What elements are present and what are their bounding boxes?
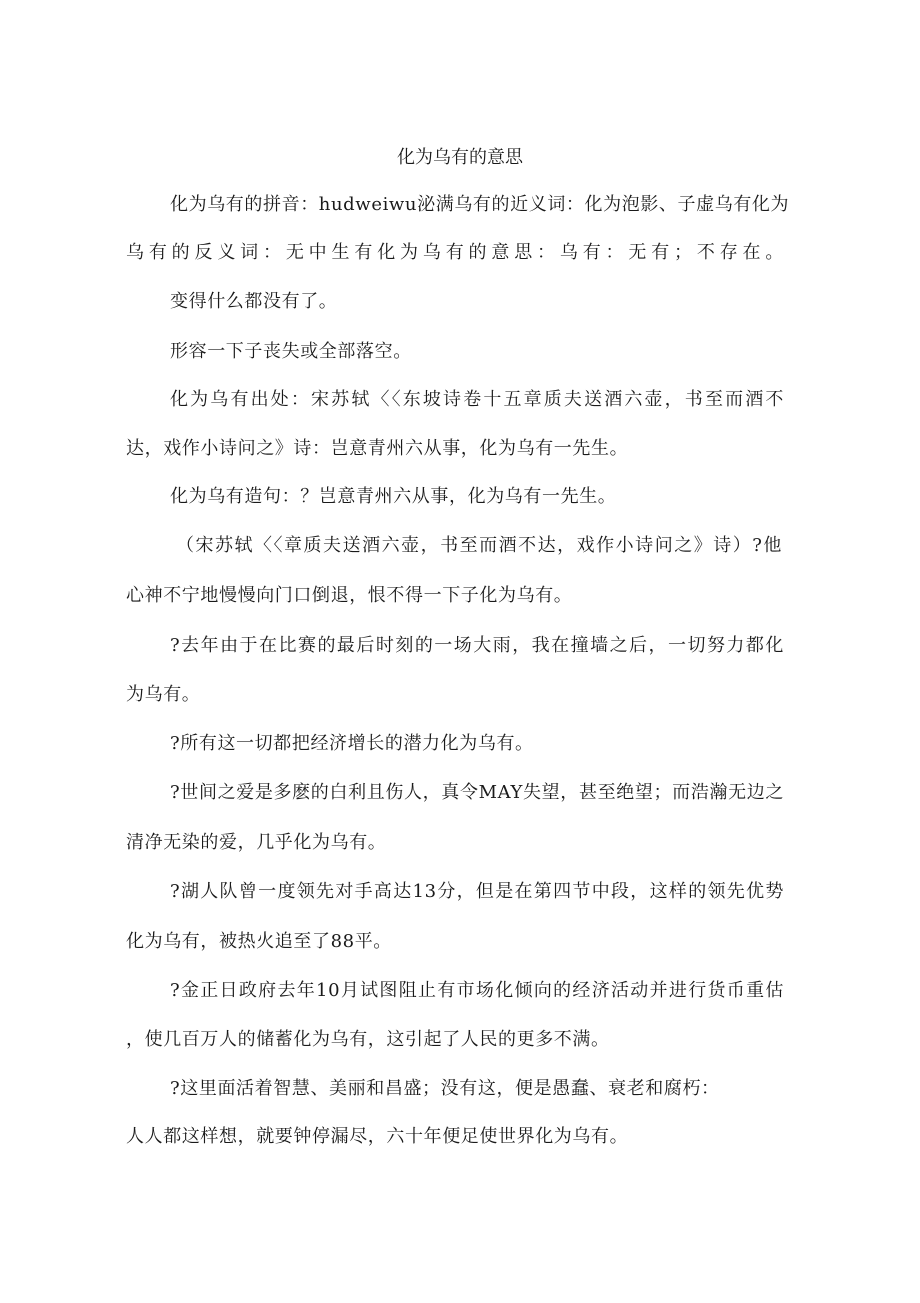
paragraph-line: 达，戏作小诗问之》诗：岂意青州六从事，化为乌有一先生。 <box>126 438 629 459</box>
paragraph-line: 变得什么都没有了。 <box>170 291 338 312</box>
paragraph-line: 化为乌有造句：？岂意青州六从事，化为乌有一先生。 <box>170 486 617 507</box>
paragraph-line: 化为乌有，被热火追至了88平。 <box>126 931 392 952</box>
paragraph-line: ?湖人队曾一度领先对手高达13分，但是在第四节中段，这样的领先优势 <box>170 881 784 902</box>
paragraph-line: ?去年由于在比赛的最后时刻的一场大雨，我在撞墙之后，一切努力都化 <box>170 635 784 656</box>
paragraph-line: ?所有这一切都把经济增长的潜力化为乌有。 <box>170 733 534 754</box>
paragraph-line: 化为乌有的拼音：hudweiwu泌满乌有的近义词：化为泡影、子虚乌有化为 <box>170 194 790 215</box>
paragraph-line: （宋苏轼〈〈章质夫送酒六壶，书至而酒不达，戏作小诗问之》诗）?他 <box>176 535 782 556</box>
paragraph-line: 为乌有。 <box>126 684 201 705</box>
paragraph-line: 乌有的反义词：无中生有化为乌有的意思：乌有：无有；不存在。 <box>126 242 784 263</box>
paragraph-line: ?这里面活着智慧、美丽和昌盛；没有这，便是愚蠢、衰老和腐朽： <box>170 1078 720 1099</box>
paragraph-line: ，使几百万人的储蓄化为乌有，这引起了人民的更多不满。 <box>126 1029 610 1050</box>
paragraph-line: 化为乌有出处：宋苏轼〈〈东坡诗卷十五章质夫送酒六壶，书至而酒不 <box>170 389 784 410</box>
paragraph-line: 人人都这样想，就要钟停漏尽，六十年便足使世界化为乌有。 <box>126 1126 629 1147</box>
paragraph-line: ?金正日政府去年10月试图阻止有市场化倾向的经济活动并进行货币重估 <box>170 980 784 1001</box>
document-title: 化为乌有的意思 <box>397 147 523 168</box>
paragraph-line: 形容一下子丧失或全部落空。 <box>170 341 412 362</box>
paragraph-line: 心神不宁地慢慢向门口倒退，恨不得一下子化为乌有。 <box>126 585 573 606</box>
paragraph-line: ?世间之爱是多麽的白利且伤人，真令MAY失望，甚至绝望；而浩瀚无边之 <box>170 782 784 803</box>
paragraph-line: 清净无染的爱，几乎化为乌有。 <box>126 832 387 853</box>
